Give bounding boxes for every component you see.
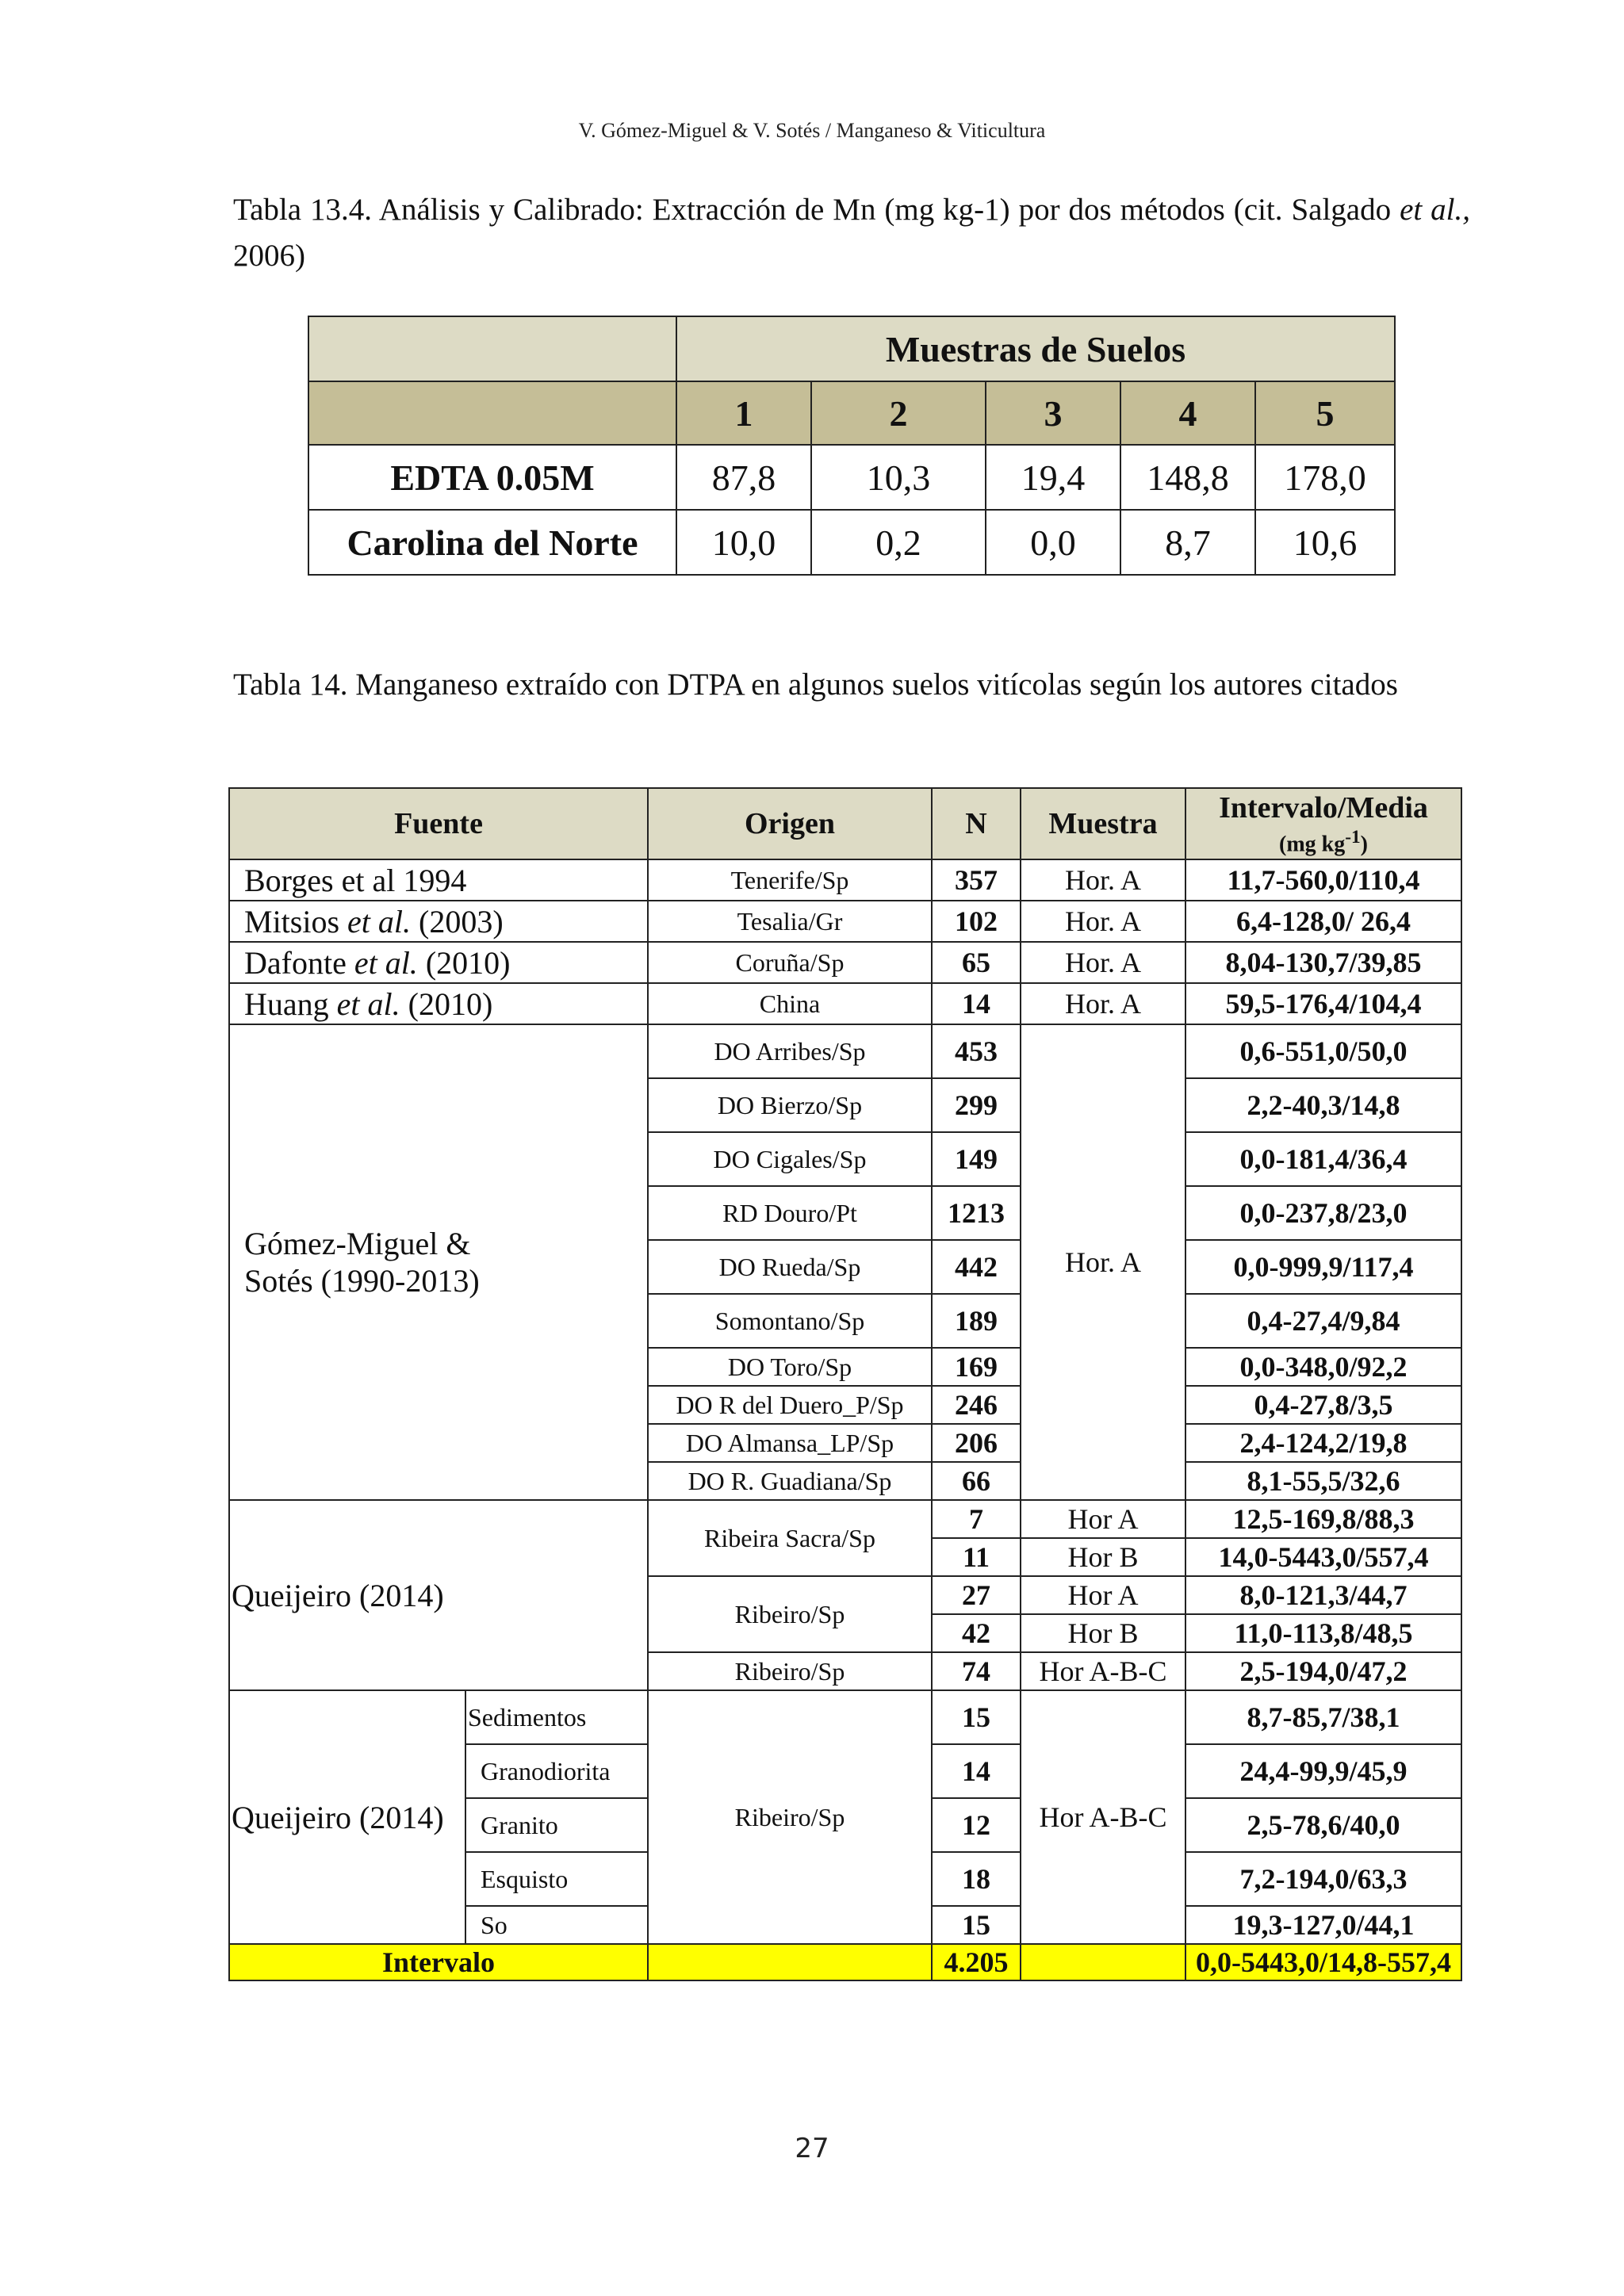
fuente-text: Huang bbox=[244, 985, 337, 1022]
muestra-cell: Hor. A bbox=[1021, 901, 1185, 942]
sub-cell: Esquisto bbox=[465, 1852, 648, 1906]
n-cell: 189 bbox=[932, 1294, 1021, 1348]
origen-cell: Ribeira Sacra/Sp bbox=[648, 1500, 932, 1576]
n-cell: 14 bbox=[932, 983, 1021, 1024]
origen-cell: DO R. Guadiana/Sp bbox=[648, 1462, 932, 1500]
n-cell: 15 bbox=[932, 1690, 1021, 1744]
n-cell: 74 bbox=[932, 1652, 1021, 1690]
table-row bbox=[229, 1690, 1461, 1744]
n-cell: 246 bbox=[932, 1386, 1021, 1424]
sub-cell: Granito bbox=[465, 1798, 648, 1852]
muestra-cell: Hor A bbox=[1021, 1576, 1185, 1614]
valor-cell: 6,4-128,0/ 26,4 bbox=[1185, 901, 1461, 942]
origen-cell: DO Cigales/Sp bbox=[648, 1132, 932, 1186]
fuente-text: Borges et al 1994 bbox=[244, 862, 467, 898]
total-row bbox=[229, 1944, 1461, 1980]
muestra-cell: Hor. A bbox=[1021, 1024, 1185, 1500]
table1-caption-italic: et al., bbox=[1400, 193, 1470, 227]
table-row bbox=[308, 381, 1395, 445]
valor-cell: 2,2-40,3/14,8 bbox=[1185, 1078, 1461, 1132]
header-unit bbox=[1186, 825, 1461, 856]
n-cell: 11 bbox=[932, 1538, 1021, 1576]
column-header: 4 bbox=[1120, 381, 1255, 445]
origen-cell: Ribeiro/Sp bbox=[648, 1690, 932, 1944]
valor-cell: 0,4-27,8/3,5 bbox=[1185, 1386, 1461, 1424]
valor-cell: 8,04-130,7/39,85 bbox=[1185, 942, 1461, 983]
muestra-cell: Hor B bbox=[1021, 1614, 1185, 1652]
origen-cell: Somontano/Sp bbox=[648, 1294, 932, 1348]
header-intervalo-label: Intervalo/Media bbox=[1219, 791, 1428, 825]
page-number: 27 bbox=[795, 2133, 829, 2164]
table-cell: 10,6 bbox=[1255, 510, 1395, 575]
n-cell: 1213 bbox=[932, 1186, 1021, 1240]
fuente-italic: et al. bbox=[347, 903, 412, 939]
fuente-cell bbox=[229, 859, 648, 901]
table-cell: 87,8 bbox=[676, 445, 811, 510]
n-cell: 442 bbox=[932, 1240, 1021, 1294]
header-empty-cell bbox=[308, 316, 676, 381]
origen-cell: Ribeiro/Sp bbox=[648, 1652, 932, 1690]
n-cell: 42 bbox=[932, 1614, 1021, 1652]
muestra-cell: Hor. A bbox=[1021, 983, 1185, 1024]
fuente-tail: (2010) bbox=[400, 985, 493, 1022]
total-n: 4.205 bbox=[932, 1944, 1021, 1980]
column-header: 5 bbox=[1255, 381, 1395, 445]
table-dtpa-mn bbox=[228, 787, 1462, 1981]
valor-cell: 7,2-194,0/63,3 bbox=[1185, 1852, 1461, 1906]
origen-cell: Tesalia/Gr bbox=[648, 901, 932, 942]
fuente-italic: et al. bbox=[354, 944, 418, 981]
table-cell: 0,2 bbox=[811, 510, 986, 575]
n-cell: 15 bbox=[932, 1906, 1021, 1944]
valor-cell: 0,0-181,4/36,4 bbox=[1185, 1132, 1461, 1186]
table-cell: 10,3 bbox=[811, 445, 986, 510]
origen-cell: DO R del Duero_P/Sp bbox=[648, 1386, 932, 1424]
origen-cell: China bbox=[648, 983, 932, 1024]
fuente-cell: Queijeiro (2014) bbox=[229, 1500, 648, 1690]
column-header: 1 bbox=[676, 381, 811, 445]
valor-cell: 11,0-113,8/48,5 bbox=[1185, 1614, 1461, 1652]
n-cell: 66 bbox=[932, 1462, 1021, 1500]
valor-cell: 8,7-85,7/38,1 bbox=[1185, 1690, 1461, 1744]
table-cell: 0,0 bbox=[986, 510, 1120, 575]
table-row bbox=[308, 445, 1395, 510]
total-empty bbox=[1021, 1944, 1185, 1980]
header-n: N bbox=[932, 788, 1021, 859]
n-cell: 7 bbox=[932, 1500, 1021, 1538]
fuente-cell bbox=[229, 983, 648, 1024]
table-cell: 148,8 bbox=[1120, 445, 1255, 510]
fuente-line1: Gómez-Miguel & bbox=[244, 1226, 471, 1261]
header-fuente: Fuente bbox=[229, 788, 648, 859]
n-cell: 453 bbox=[932, 1024, 1021, 1078]
header-unit-pre: (mg kg bbox=[1279, 832, 1346, 857]
table-mn-extraction bbox=[308, 316, 1396, 576]
table1-caption-tail: 2006) bbox=[233, 239, 305, 273]
n-cell: 169 bbox=[932, 1348, 1021, 1386]
valor-cell: 0,0-348,0/92,2 bbox=[1185, 1348, 1461, 1386]
header-origen: Origen bbox=[648, 788, 932, 859]
header-empty-cell bbox=[308, 381, 676, 445]
muestra-cell: Hor B bbox=[1021, 1538, 1185, 1576]
muestra-cell: Hor. A bbox=[1021, 942, 1185, 983]
table-cell: 19,4 bbox=[986, 445, 1120, 510]
muestra-cell: Hor A-B-C bbox=[1021, 1652, 1185, 1690]
table1-caption bbox=[233, 187, 1470, 279]
origen-cell: DO Rueda/Sp bbox=[648, 1240, 932, 1294]
table1-caption-main: Tabla 13.4. Análisis y Calibrado: Extracción de Mn (mg kg-1) por dos métodos (cit. Salgado bbox=[233, 193, 1400, 227]
origen-cell: DO Toro/Sp bbox=[648, 1348, 932, 1386]
n-cell: 18 bbox=[932, 1852, 1021, 1906]
header-muestra: Muestra bbox=[1021, 788, 1185, 859]
origen-cell: Coruña/Sp bbox=[648, 942, 932, 983]
fuente-tail: (2003) bbox=[411, 903, 504, 939]
valor-cell: 24,4-99,9/45,9 bbox=[1185, 1744, 1461, 1798]
total-empty bbox=[648, 1944, 932, 1980]
valor-cell: 8,1-55,5/32,6 bbox=[1185, 1462, 1461, 1500]
n-cell: 14 bbox=[932, 1744, 1021, 1798]
muestra-cell: Hor A-B-C bbox=[1021, 1690, 1185, 1944]
group-header: Muestras de Suelos bbox=[676, 316, 1395, 381]
n-cell: 65 bbox=[932, 942, 1021, 983]
n-cell: 149 bbox=[932, 1132, 1021, 1186]
table-cell: 8,7 bbox=[1120, 510, 1255, 575]
sub-cell: So bbox=[465, 1906, 648, 1944]
running-head: V. Gómez-Miguel & V. Sotés / Manganeso & Viticultura bbox=[578, 119, 1046, 142]
fuente-cell: Queijeiro (2014) bbox=[229, 1690, 465, 1944]
origen-cell: Tenerife/Sp bbox=[648, 859, 932, 901]
fuente-cell bbox=[229, 942, 648, 983]
fuente-italic: et al. bbox=[336, 985, 400, 1022]
muestra-cell: Hor. A bbox=[1021, 859, 1185, 901]
valor-cell: 0,6-551,0/50,0 bbox=[1185, 1024, 1461, 1078]
table2-caption: Tabla 14. Manganeso extraído con DTPA en algunos suelos vitícolas según los autores citados bbox=[233, 668, 1398, 702]
origen-cell: RD Douro/Pt bbox=[648, 1186, 932, 1240]
column-header: 3 bbox=[986, 381, 1120, 445]
header-unit-sup: -1 bbox=[1345, 827, 1361, 848]
n-cell: 12 bbox=[932, 1798, 1021, 1852]
total-valor: 0,0-5443,0/14,8-557,4 bbox=[1185, 1944, 1461, 1980]
fuente-cell bbox=[229, 1024, 648, 1500]
valor-cell: 8,0-121,3/44,7 bbox=[1185, 1576, 1461, 1614]
n-cell: 27 bbox=[932, 1576, 1021, 1614]
origen-cell: DO Bierzo/Sp bbox=[648, 1078, 932, 1132]
row-label: Carolina del Norte bbox=[308, 510, 676, 575]
n-cell: 102 bbox=[932, 901, 1021, 942]
table-row bbox=[229, 859, 1461, 901]
table-row bbox=[229, 942, 1461, 983]
valor-cell: 59,5-176,4/104,4 bbox=[1185, 983, 1461, 1024]
header-unit-post: ) bbox=[1360, 832, 1368, 857]
total-label: Intervalo bbox=[229, 1944, 648, 1980]
origen-cell: Ribeiro/Sp bbox=[648, 1576, 932, 1652]
n-cell: 206 bbox=[932, 1424, 1021, 1462]
table-row bbox=[308, 510, 1395, 575]
table-row bbox=[229, 1024, 1461, 1078]
muestra-cell: Hor A bbox=[1021, 1500, 1185, 1538]
table-row bbox=[229, 901, 1461, 942]
valor-cell: 19,3-127,0/44,1 bbox=[1185, 1906, 1461, 1944]
valor-cell: 12,5-169,8/88,3 bbox=[1185, 1500, 1461, 1538]
fuente-cell bbox=[229, 901, 648, 942]
origen-cell: DO Almansa_LP/Sp bbox=[648, 1424, 932, 1462]
sub-cell: Sedimentos bbox=[465, 1690, 648, 1744]
header-intervalo bbox=[1185, 788, 1461, 859]
fuente-text: Dafonte bbox=[244, 944, 354, 981]
table-row bbox=[308, 316, 1395, 381]
valor-cell: 0,4-27,4/9,84 bbox=[1185, 1294, 1461, 1348]
valor-cell: 14,0-5443,0/557,4 bbox=[1185, 1538, 1461, 1576]
valor-cell: 0,0-999,9/117,4 bbox=[1185, 1240, 1461, 1294]
valor-cell: 0,0-237,8/23,0 bbox=[1185, 1186, 1461, 1240]
valor-cell: 11,7-560,0/110,4 bbox=[1185, 859, 1461, 901]
valor-cell: 2,5-194,0/47,2 bbox=[1185, 1652, 1461, 1690]
table-row bbox=[229, 1500, 1461, 1538]
table-header-row bbox=[229, 788, 1461, 859]
valor-cell: 2,5-78,6/40,0 bbox=[1185, 1798, 1461, 1852]
n-cell: 357 bbox=[932, 859, 1021, 901]
row-label: EDTA 0.05M bbox=[308, 445, 676, 510]
fuente-tail: (2010) bbox=[417, 944, 511, 981]
fuente-line2: Sotés (1990-2013) bbox=[244, 1263, 480, 1299]
table-cell: 178,0 bbox=[1255, 445, 1395, 510]
fuente-text: Mitsios bbox=[244, 903, 348, 939]
n-cell: 299 bbox=[932, 1078, 1021, 1132]
origen-cell: DO Arribes/Sp bbox=[648, 1024, 932, 1078]
sub-cell: Granodiorita bbox=[465, 1744, 648, 1798]
column-header: 2 bbox=[811, 381, 986, 445]
valor-cell: 2,4-124,2/19,8 bbox=[1185, 1424, 1461, 1462]
table-cell: 10,0 bbox=[676, 510, 811, 575]
table-row bbox=[229, 983, 1461, 1024]
